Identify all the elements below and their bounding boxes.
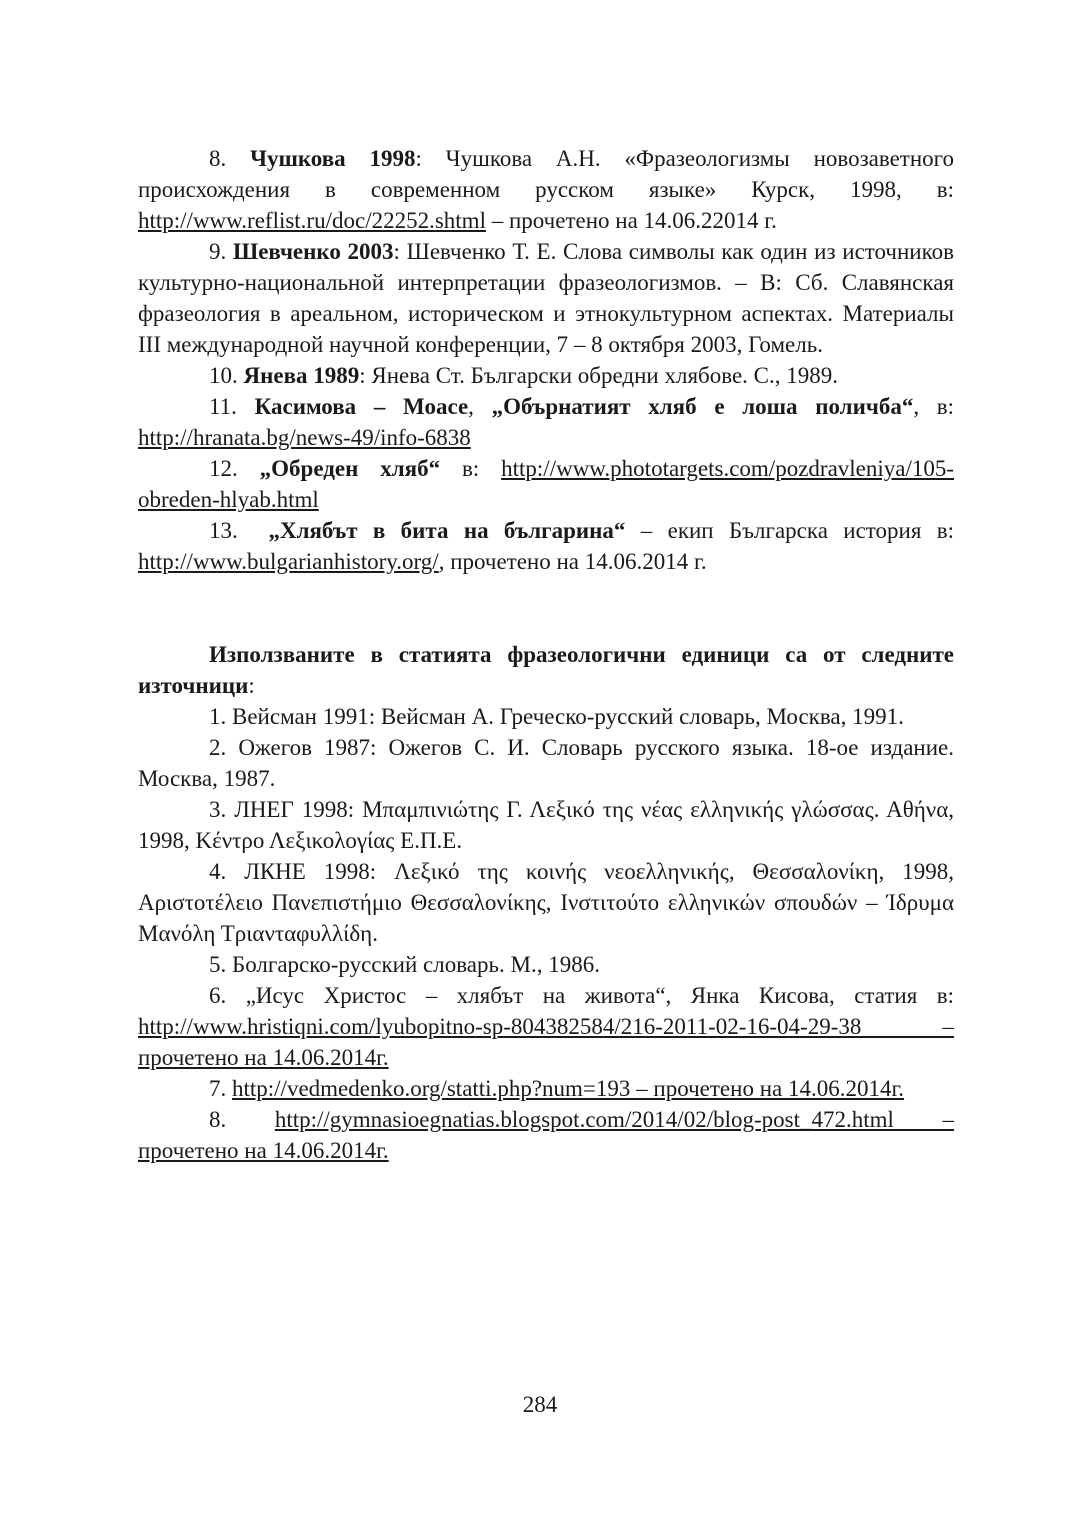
entry-title: „Обреден хляб“	[259, 456, 441, 481]
entry-number: 11.	[209, 394, 237, 419]
source-entry	[138, 794, 954, 856]
entry-number: 5.	[209, 952, 227, 977]
reference-entry	[138, 360, 954, 391]
reference-entry	[138, 453, 954, 515]
entry-text: ЛКНЕ 1998: Λεξικό της κοινής νεοελληνικής, Θεσσαλονίκη, 1998, Αριστοτέλειο Πανεπιστήμιο Θεσσαλονίκης, Ινστιτούτο ελληνικών σπουδών – Ίδρυμα Μανόλη Τριανταφυλλίδη.	[138, 859, 955, 946]
reference-link[interactable]: http://www.bulgarianhistory.org/	[138, 549, 439, 574]
entry-text: – екип Българска история в:	[625, 518, 955, 543]
reference-link[interactable]: http://www.phototargets.com/pozdravleniya/105-obreden-hlyab.html	[138, 456, 955, 512]
sources-heading-text: Използваните в статията фразеологични единици са от следните източници	[138, 642, 954, 698]
entry-author: Янева 1989	[243, 363, 360, 388]
entry-text: – прочетено на 14.06.22014 г.	[485, 208, 777, 233]
entry-text: Вейсман 1991: Вейсман А. Греческо-русский словарь, Москва, 1991.	[232, 704, 904, 729]
entry-text: , в:	[913, 394, 955, 419]
entry-number: 8.	[209, 146, 227, 171]
entry-text: : Шевченко Т. Е. Слова символы как один из источников культурно-национальной интерпретации фразеологизмов. – В: Сб. Славянская фразеология в ареальном, историческом и этнокультурном аспектах. Материалы III международной научной конференции, 7 – 8 октября 2003, Гомель.	[138, 239, 954, 357]
entry-number: 3.	[209, 797, 227, 822]
source-link[interactable]: http://gymnasioegnatias.blogspot.com/2014/02/blog-post_472.html – прочетено на 14.06.2014г.	[138, 1107, 954, 1163]
entry-author: Шевченко 2003	[232, 239, 394, 264]
reference-link[interactable]: http://hranata.bg/news-49/info-6838	[138, 425, 471, 450]
entry-text: : Чушкова А.Н. «Фразеологизмы новозаветного происхождения в современном русском языке» Курск, 1998, в:	[138, 146, 955, 202]
entry-number: 1.	[209, 704, 227, 729]
entry-number: 13.	[209, 518, 238, 543]
entry-text: „Исус Христос – хлябът на живота“, Янка Кисова, статия в:	[245, 983, 955, 1008]
entry-number: 2.	[209, 735, 227, 760]
source-entry	[138, 856, 954, 949]
entry-number: 10.	[209, 363, 238, 388]
reference-entry	[138, 391, 954, 453]
entry-number: 4.	[209, 859, 227, 884]
entry-author: Касимова – Моасе	[254, 394, 469, 419]
entry-text: ЛНЕГ 1998: Μπαμπινιώτης Γ. Λεξικό της νέας ελληνικής γλώσσας. Αθήνα, 1998, Κέντρο Λεξικολογίας Ε.Π.Ε.	[138, 797, 954, 853]
source-entry	[138, 980, 954, 1073]
entry-author: Чушкова 1998	[250, 146, 416, 171]
sources-heading-colon: :	[248, 673, 255, 698]
entry-text: в:	[440, 456, 502, 481]
entry-number: 8.	[209, 1107, 227, 1132]
source-entry	[138, 1104, 954, 1166]
page-body	[138, 143, 954, 1166]
entry-number: 9.	[209, 239, 227, 264]
section-gap	[138, 577, 954, 639]
entry-title: „Хлябът в бита на българина“	[268, 518, 626, 543]
reference-entry	[138, 515, 954, 577]
source-link[interactable]: http://vedmedenko.org/statti.php?num=193 – прочетено на 14.06.2014г.	[232, 1076, 905, 1101]
reference-link[interactable]: http://www.reflist.ru/doc/22252.shtml	[138, 208, 486, 233]
entry-text: Болгарско-русский словарь. М., 1986.	[232, 952, 600, 977]
entry-text: : Янева Ст. Български обредни хлябове. С., 1989.	[359, 363, 838, 388]
reference-entry	[138, 236, 954, 360]
entry-text: ,	[468, 394, 492, 419]
source-entry	[138, 732, 954, 794]
entry-text: Ожегов 1987: Ожегов С. И. Словарь русского языка. 18-ое издание. Москва, 1987.	[138, 735, 954, 791]
entry-number: 7.	[209, 1076, 227, 1101]
sources-heading	[138, 639, 954, 701]
source-entry	[138, 949, 954, 980]
source-entry	[138, 1073, 954, 1104]
reference-entry	[138, 143, 954, 236]
entry-title: „Обърнатият хляб е лоша поличба“	[491, 394, 914, 419]
source-entry	[138, 701, 954, 732]
entry-number: 6.	[209, 983, 227, 1008]
page-number: 284	[522, 1392, 558, 1417]
source-link[interactable]: http://www.hristiqni.com/lyubopitno-sp-804382584/216-2011-02-16-04-29-38 – прочетено на 14.06.2014г.	[138, 1014, 954, 1070]
entry-number: 12.	[209, 456, 238, 481]
entry-text: , прочетено на 14.06.2014 г.	[438, 549, 707, 574]
